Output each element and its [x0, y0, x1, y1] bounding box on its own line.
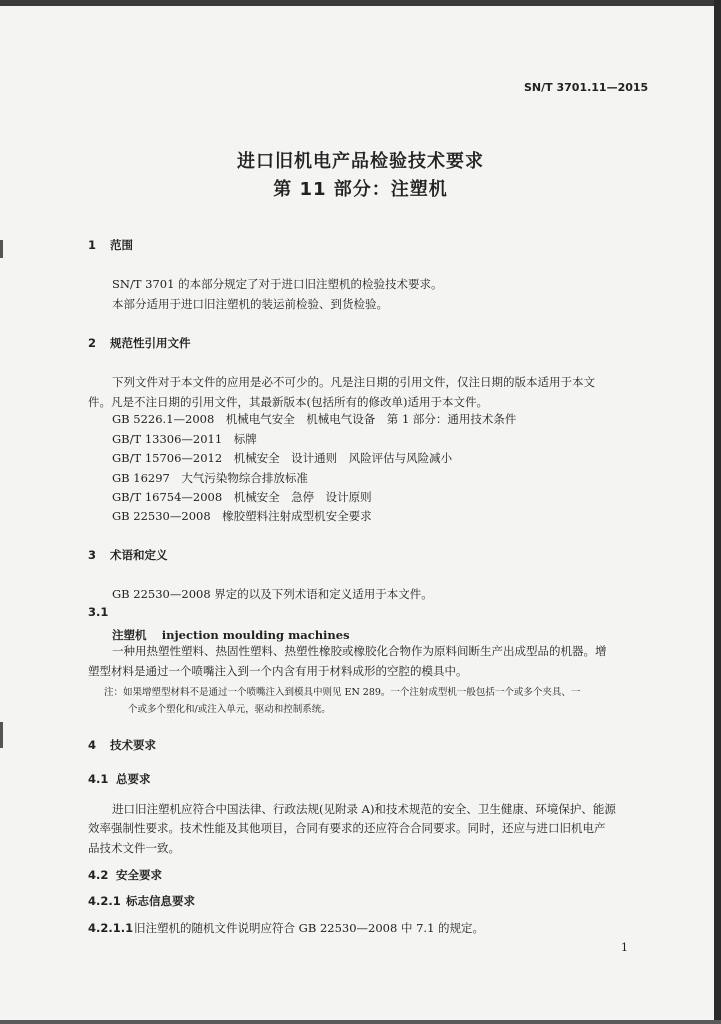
- clause-number: 4.2.1.1: [88, 921, 134, 935]
- section-title: 技术要求: [110, 738, 156, 752]
- binding-mark: [0, 240, 3, 258]
- subsection-number: 4.2.1: [88, 894, 121, 908]
- document-subtitle: 第 11 部分：注塑机: [273, 179, 448, 200]
- subsection-title: 标志信息要求: [126, 894, 195, 908]
- note: 注：如果增塑型材料不是通过一个喷嘴注入到模具中则见 EN 289。一个注射成型机一般包括一个或多个夹具、一: [104, 687, 581, 698]
- term-line: [112, 624, 350, 643]
- subsection-title: 总要求: [116, 772, 151, 786]
- paragraph: 品技术文件一致。: [88, 841, 180, 855]
- subsection-heading: [88, 867, 162, 883]
- reference-item: GB/T 15706—2012 机械安全 设计通则 风险评估与风险减小: [112, 451, 453, 465]
- scan-top-edge: [0, 0, 721, 6]
- paragraph: SN/T 3701 的本部分规定了对于进口旧注塑机的检验技术要求。: [112, 277, 443, 291]
- section-title: 规范性引用文件: [110, 336, 191, 350]
- term-chinese: 注塑机: [112, 628, 147, 642]
- paragraph: 效率强制性要求。技术性能及其他项目，合同有要求的还应符合合同要求。同时，还应与进口旧机电产: [88, 821, 606, 835]
- binding-mark: [0, 722, 3, 748]
- definition: 塑型材料是通过一个喷嘴注入到一个内含有用于材料成形的空腔的模具中。: [88, 664, 468, 678]
- paragraph: 件。凡是不注日期的引用文件，其最新版本(包括所有的修改单)适用于本文件。: [88, 395, 488, 409]
- section-title: 术语和定义: [110, 548, 168, 562]
- reference-item: GB/T 13306—2011 标牌: [112, 432, 257, 446]
- note: 个或多个塑化和/或注入单元，驱动和控制系统。: [128, 704, 331, 715]
- scan-bottom-edge: [0, 1020, 721, 1024]
- subsection-number: 3.1: [88, 605, 109, 619]
- section-number: 4: [88, 738, 97, 752]
- page-number: 1: [621, 941, 628, 954]
- section-number: 1: [88, 238, 97, 252]
- paragraph: 下列文件对于本文件的应用是必不可少的。凡是注日期的引用文件，仅注日期的版本适用于本文: [112, 375, 595, 389]
- definition: 一种用热塑性塑料、热固性塑料、热塑性橡胶或橡胶化合物作为原料间断生产出成型品的机器。增: [112, 644, 607, 658]
- document-title: 进口旧机电产品检验技术要求: [237, 151, 484, 172]
- section-heading: [88, 335, 191, 351]
- standard-number: SN/T 3701.11—2015: [524, 81, 649, 94]
- subsection-number: 4.2: [88, 868, 109, 882]
- section-number: 2: [88, 336, 97, 350]
- reference-item: GB 22530—2008 橡胶塑料注射成型机安全要求: [112, 509, 372, 523]
- paragraph: GB 22530—2008 界定的以及下列术语和定义适用于本文件。: [112, 587, 433, 601]
- subsection-title: 安全要求: [116, 868, 162, 882]
- reference-item: GB 5226.1—2008 机械电气安全 机械电气设备 第 1 部分：通用技术条件: [112, 412, 517, 426]
- section-heading: [88, 237, 133, 253]
- section-title: 范围: [110, 238, 133, 252]
- section-heading: [88, 737, 156, 753]
- paragraph: 进口旧注塑机应符合中国法律、行政法规(见附录 A)和技术规范的安全、卫生健康、环境保护、能源: [112, 802, 616, 816]
- term-english: injection moulding machines: [161, 628, 350, 642]
- subsection-heading: [88, 893, 195, 909]
- paragraph: 本部分适用于进口旧注塑机的装运前检验、到货检验。: [112, 297, 388, 311]
- section-heading: [88, 547, 168, 563]
- section-number: 3: [88, 548, 97, 562]
- reference-item: GB/T 16754—2008 机械安全 急停 设计原则: [112, 490, 372, 504]
- reference-item: GB 16297 大气污染物综合排放标准: [112, 471, 308, 485]
- subsection-number: 4.1: [88, 772, 109, 786]
- clause-text: 旧注塑机的随机文件说明应符合 GB 22530—2008 中 7.1 的规定。: [134, 921, 485, 935]
- subsection-heading: [88, 771, 151, 787]
- clause: [88, 920, 484, 936]
